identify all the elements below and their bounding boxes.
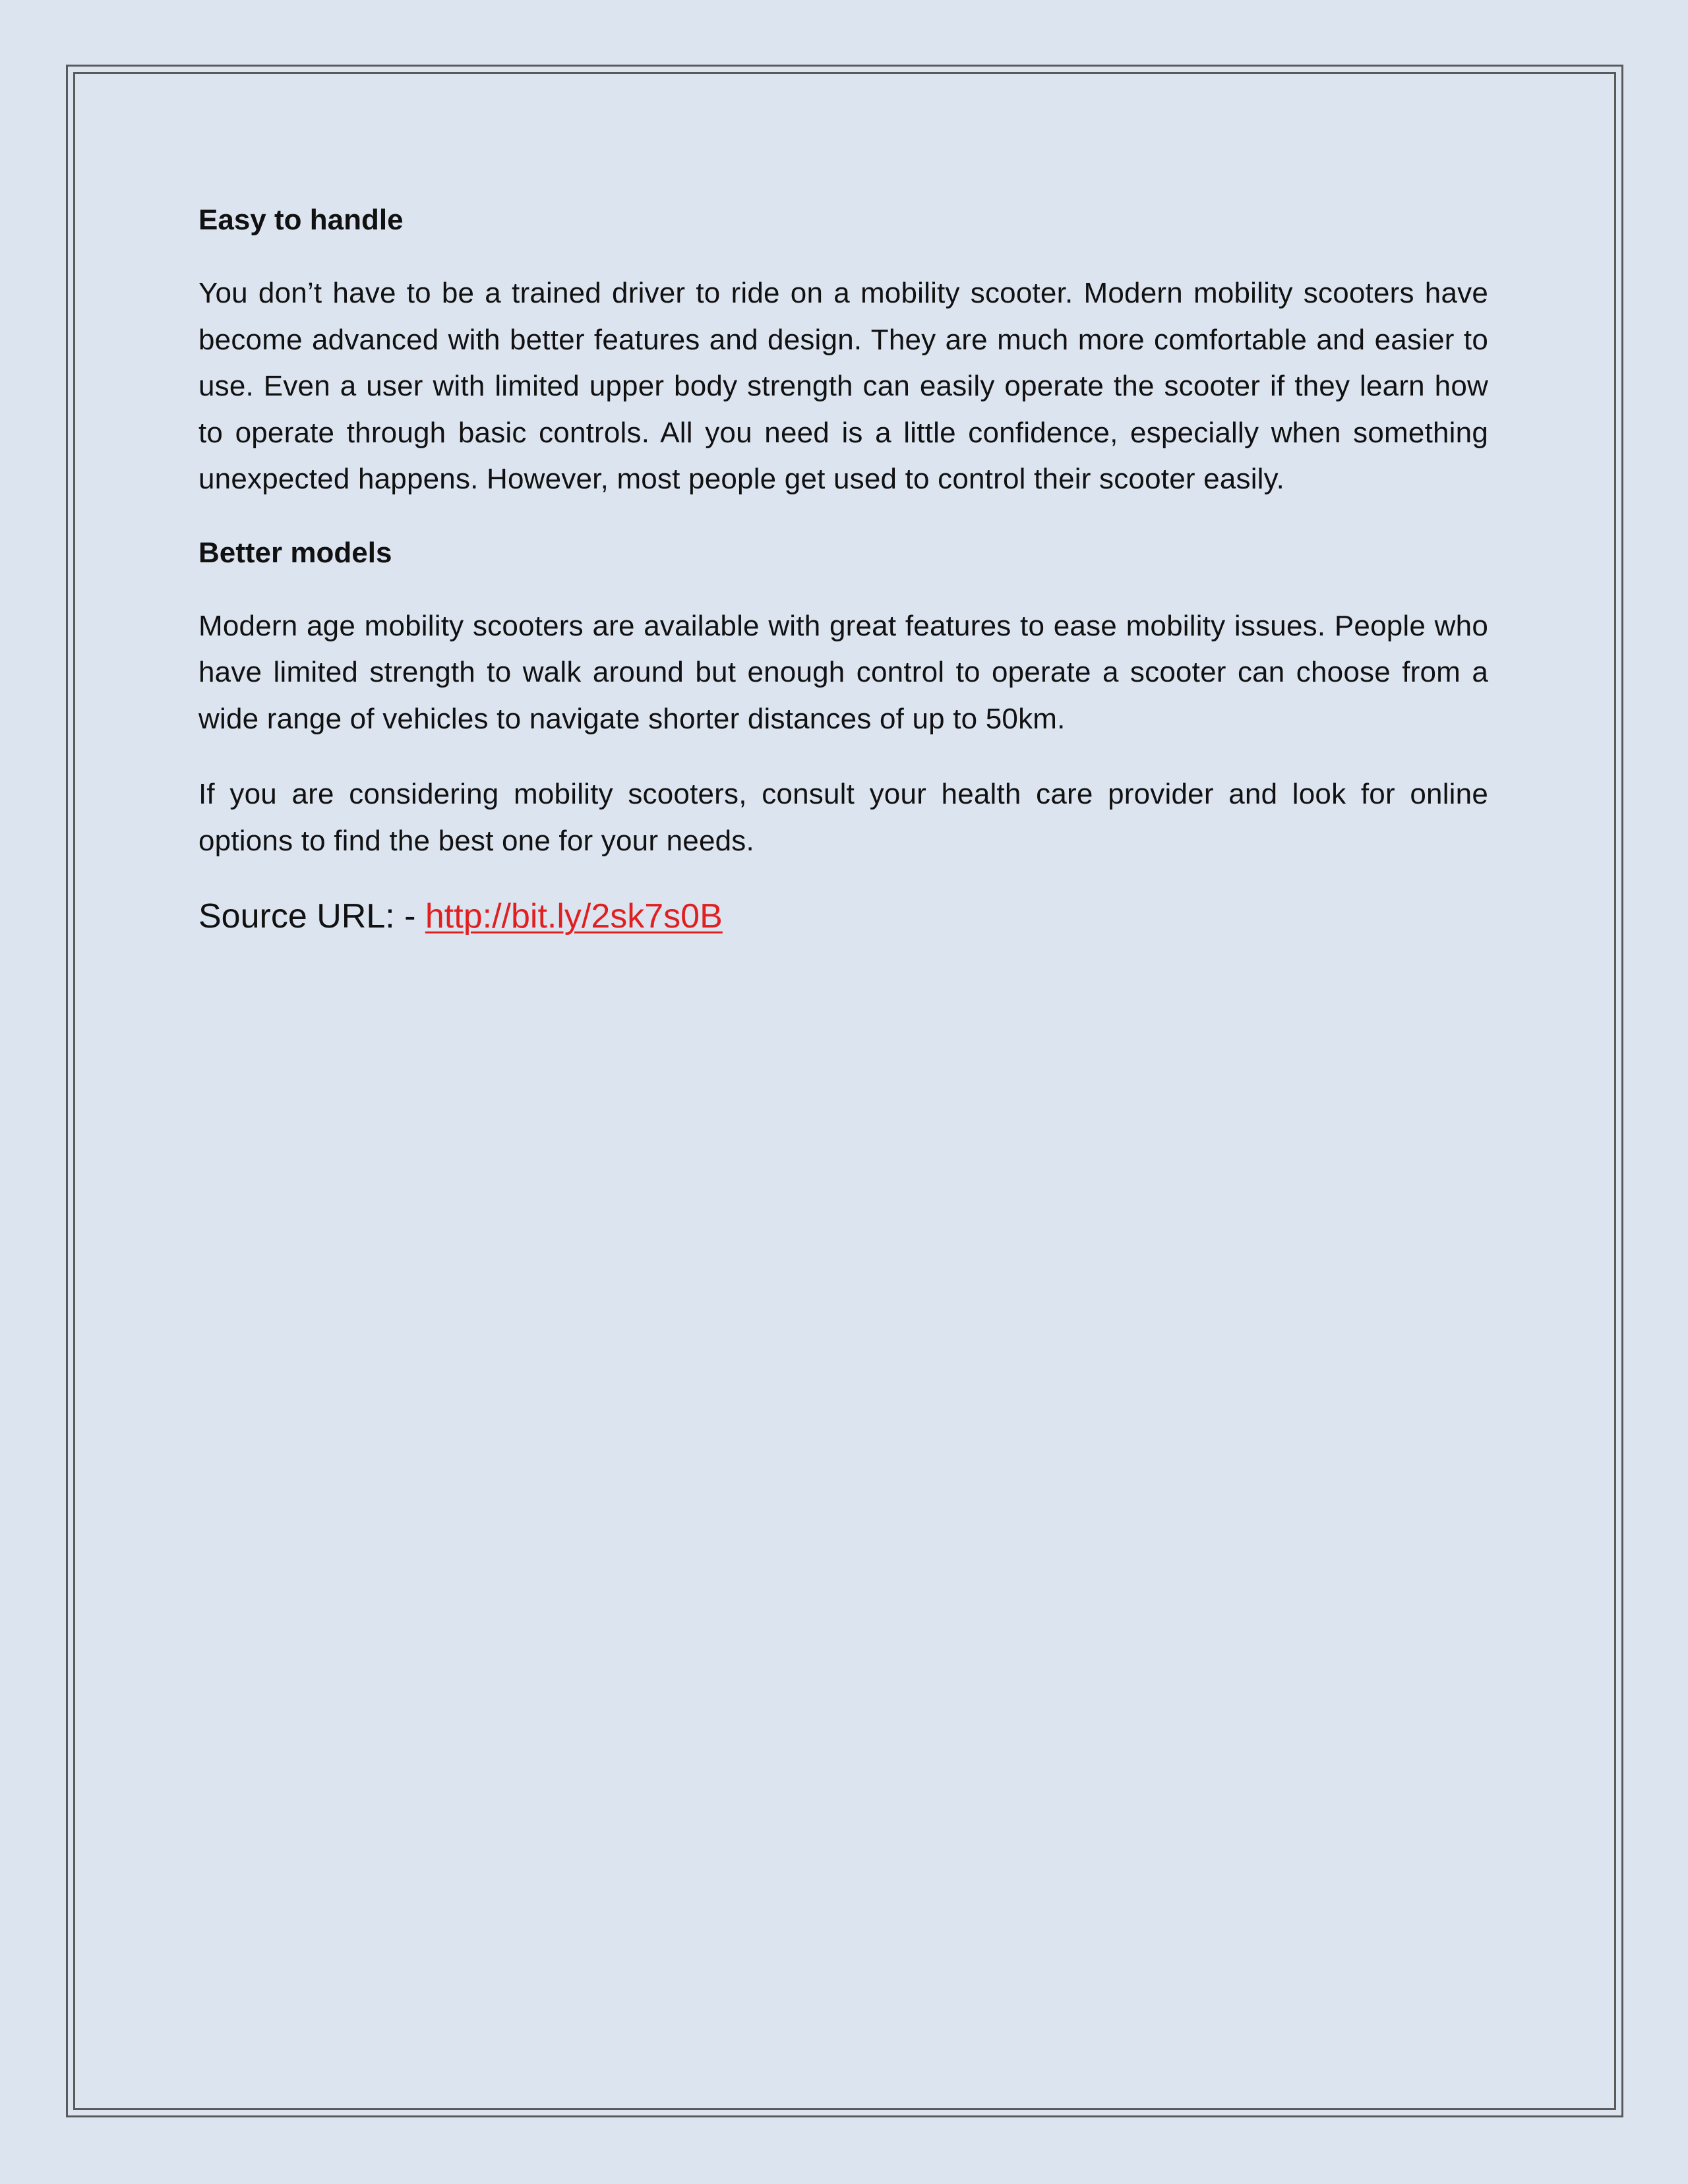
- source-url-label: Source URL: -: [198, 897, 425, 935]
- source-url-link[interactable]: http://bit.ly/2sk7s0B: [425, 897, 723, 935]
- paragraph-better-models: Modern age mobility scooters are available with great features to ease mobility issues. People who have limited strength to walk around but enough control to operate a scooter can choose from a wide range of vehicles to navigate shorter distances of up to 50km.: [198, 609, 1488, 735]
- section-heading-easy-to-handle: Easy to handle: [198, 204, 404, 236]
- paragraph-easy-to-handle: You don’t have to be a trained driver to ride on a mobility scooter. Modern mobility scooters have become advanced with better features and design. They are much more comfortable and easier to use. Even a user with limited upper body strength can easily operate the scooter if they learn how to operate through basic controls. All you need is a little confidence, especially when something unexpected happens. However, most people get used to control their scooter easily.: [198, 277, 1488, 495]
- paragraph-considering-scooters: If you are considering mobility scooters, consult your health care provider and look for online options to find the best one for your needs.: [198, 778, 1488, 857]
- document-content: [198, 199, 1488, 939]
- section-heading-better-models: Better models: [198, 536, 392, 569]
- source-url-line: [198, 893, 1488, 939]
